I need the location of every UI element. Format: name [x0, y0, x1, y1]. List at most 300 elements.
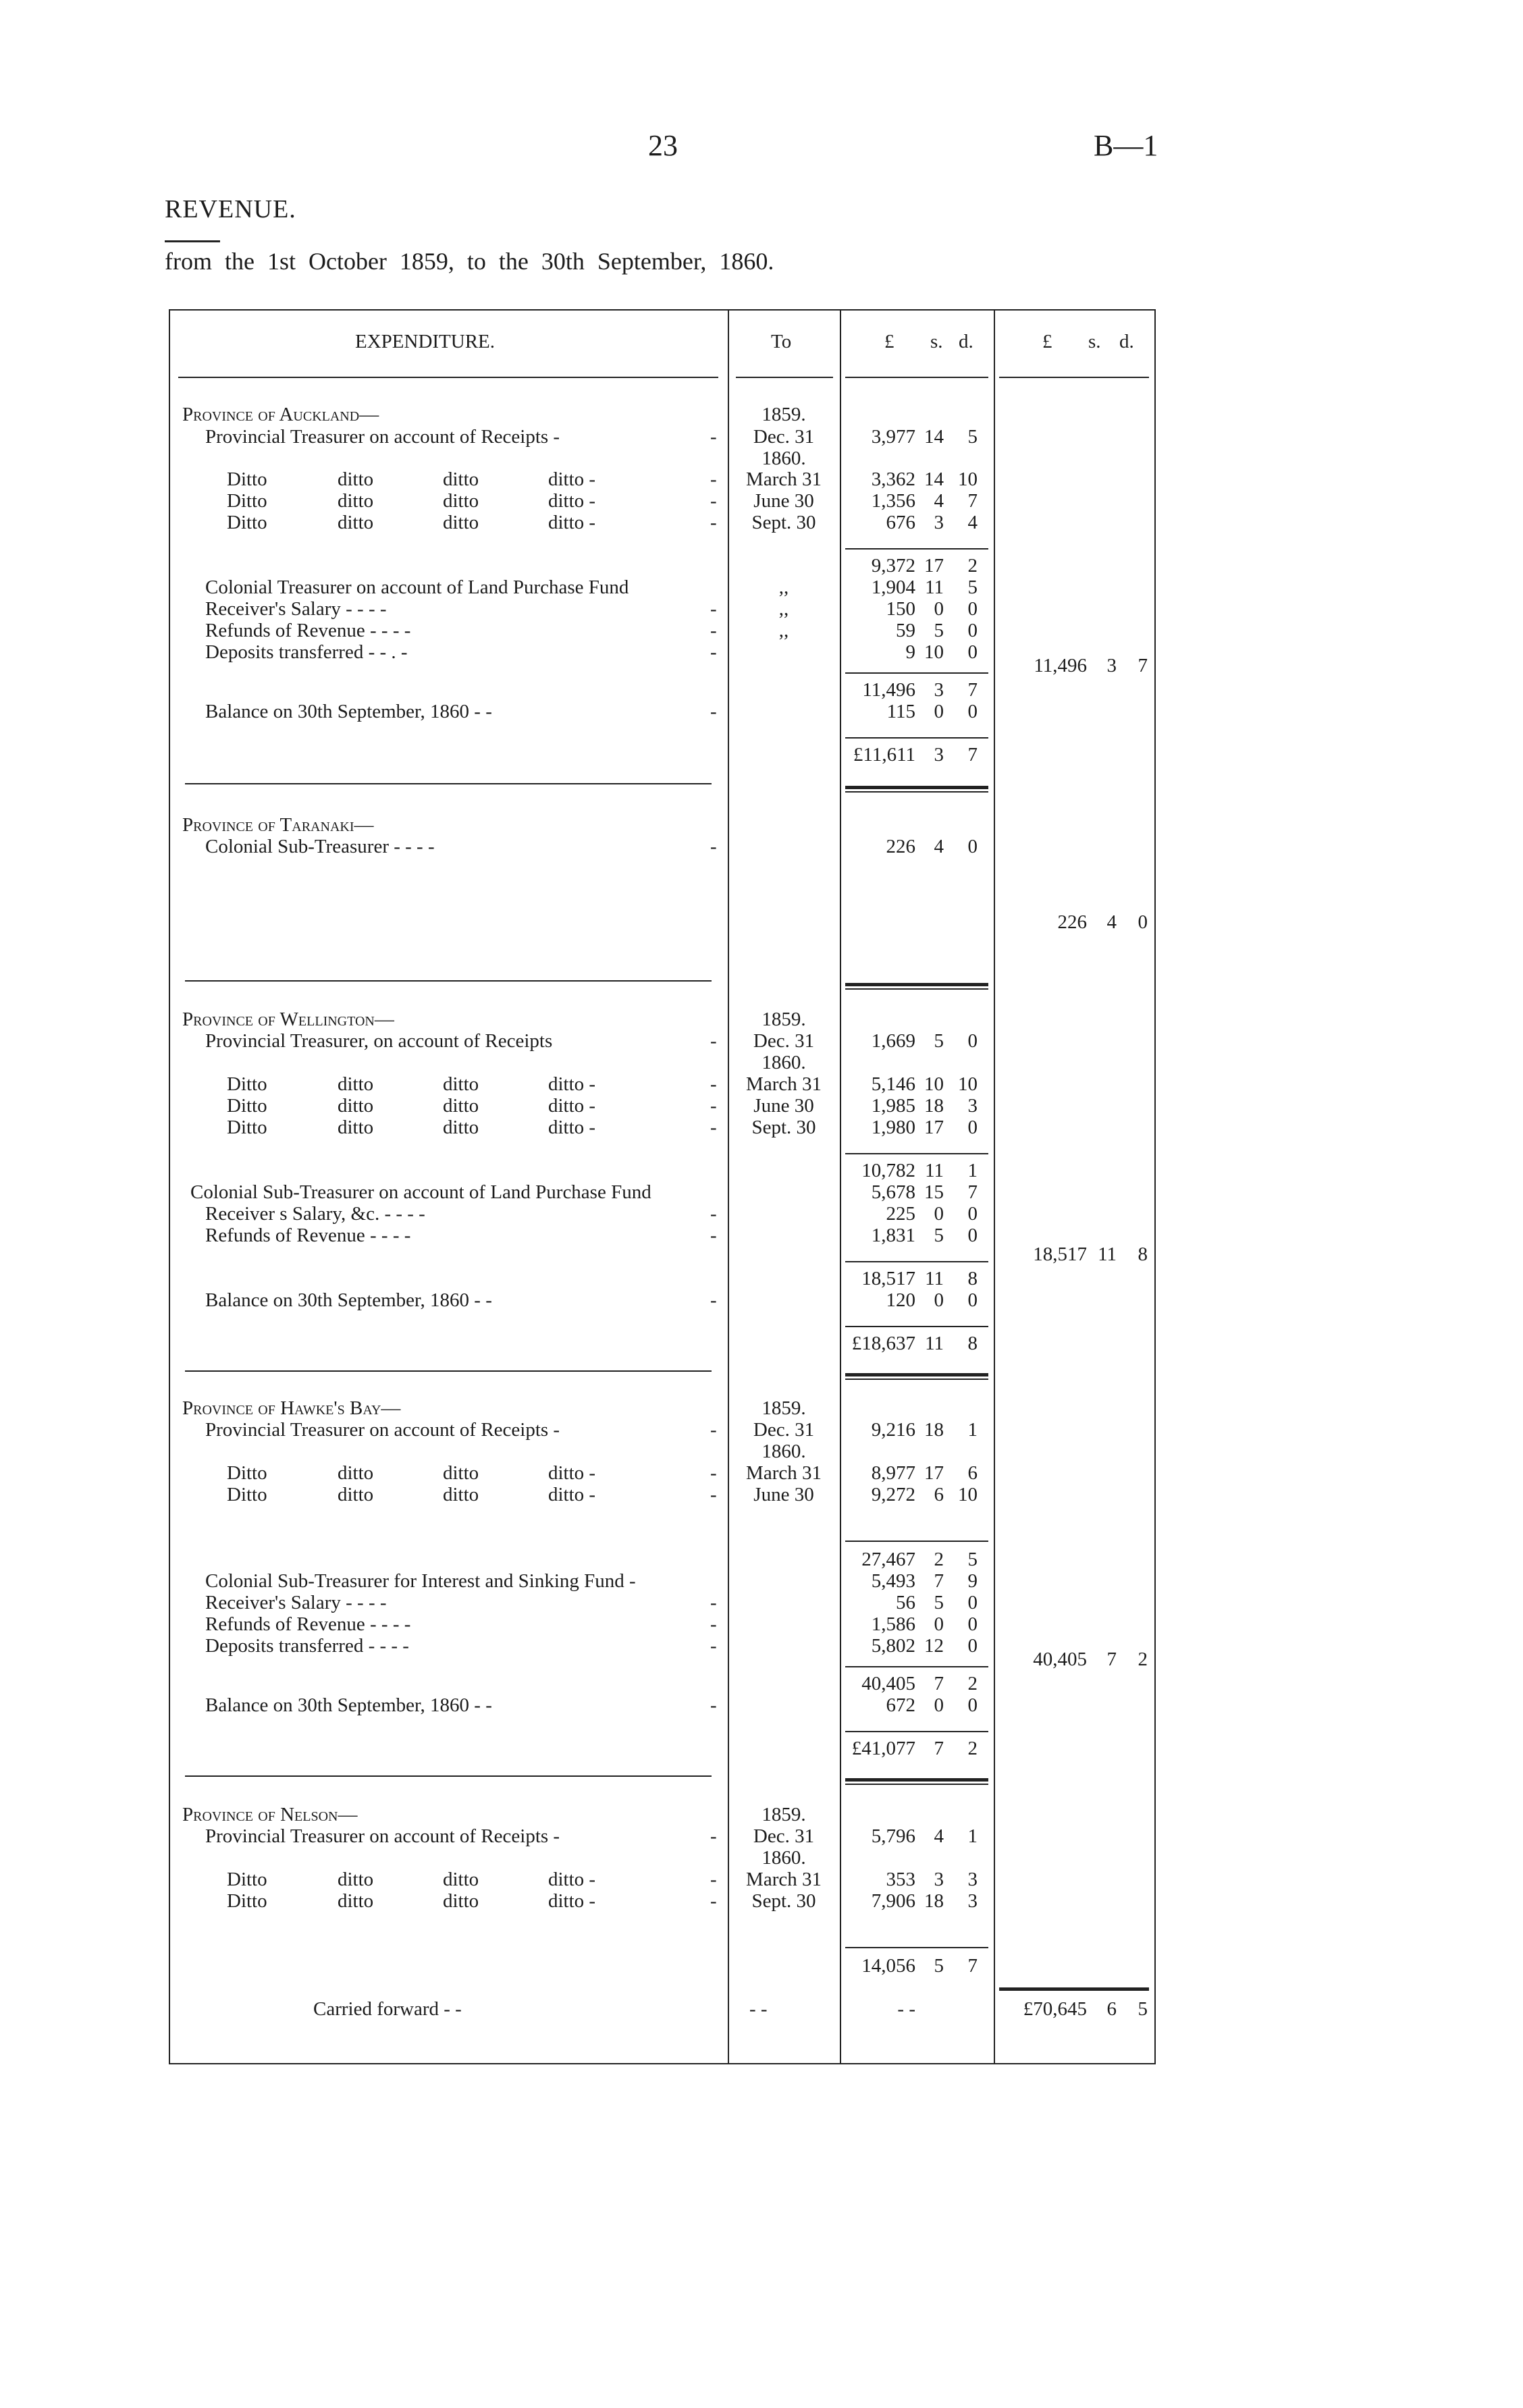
total-shillings: 3 — [1106, 655, 1117, 676]
row-description: Provincial Treasurer on account of Receipts - — [205, 1419, 560, 1441]
section-separator — [185, 783, 712, 784]
header-total-pounds: £ — [1042, 331, 1052, 352]
table-row — [0, 1181, 1523, 1204]
row-description: Balance on 30th September, 1860 - - — [205, 701, 492, 722]
ditto-mark: ditto — [443, 1117, 479, 1138]
row-description: Ditto — [227, 490, 267, 512]
ditto-mark: ditto — [338, 1095, 374, 1117]
subtotal-rule — [845, 1153, 988, 1154]
ditto-mark: ditto — [338, 1890, 374, 1912]
amount-pounds: 9,216 — [871, 1419, 915, 1441]
amount-shillings: 15 — [924, 1181, 944, 1203]
amount-pence: 0 — [967, 1203, 978, 1225]
total-double-rule — [845, 786, 988, 789]
leader-dash: - — [710, 490, 717, 512]
amount-shillings: 7 — [934, 1673, 944, 1694]
table-row — [0, 1613, 1523, 1636]
amount-pounds: 5,796 — [871, 1825, 915, 1847]
amount-pence: 0 — [967, 1030, 978, 1052]
total-pounds: 40,405 — [1033, 1649, 1087, 1670]
amount-shillings: 12 — [924, 1635, 944, 1657]
amount-shillings: 0 — [934, 598, 944, 620]
table-row — [0, 1673, 1523, 1695]
table-row — [0, 1738, 1523, 1760]
total-shillings: 6 — [1106, 1998, 1117, 2020]
ditto-mark: ditto — [443, 490, 479, 512]
table-row — [0, 1441, 1523, 1463]
amount-pounds: £11,611 — [853, 744, 915, 766]
amount-shillings: 10 — [924, 641, 944, 663]
date-cell: 1859. — [762, 1804, 806, 1825]
ditto-mark: ditto — [443, 1869, 479, 1890]
amount-pounds: 3,977 — [871, 426, 915, 448]
row-description: Ditto — [227, 469, 267, 490]
amount-pence: 10 — [958, 469, 978, 490]
leader-dash: - — [710, 836, 717, 857]
row-description: Receiver's Salary - - - - — [205, 598, 387, 620]
ditto-mark: ditto — [443, 1484, 479, 1505]
ditto-mark: ditto — [443, 1073, 479, 1095]
date-cell: June 30 — [753, 490, 814, 512]
ditto-mark: ditto - — [548, 1095, 596, 1117]
total-shillings: 4 — [1106, 911, 1117, 933]
date-cell: ,, — [778, 620, 789, 641]
amount-pence: 5 — [967, 1549, 978, 1570]
subtotal-rule — [845, 1947, 988, 1948]
amount-pounds: 8,977 — [871, 1462, 915, 1484]
amount-pounds: 1,356 — [871, 490, 915, 512]
amount-pounds: 1,669 — [871, 1030, 915, 1052]
row-description: Refunds of Revenue - - - - — [205, 1225, 411, 1246]
amount-pounds: - - — [897, 1998, 915, 2020]
header-pence: d. — [959, 331, 973, 352]
table-row — [0, 598, 1523, 620]
table-row — [0, 1268, 1523, 1290]
amount-pounds: £18,637 — [851, 1333, 915, 1354]
date-cell: - - — [749, 1998, 768, 2020]
row-description: Colonial Sub-Treasurer - - - - — [205, 836, 435, 857]
row-description: Ditto — [227, 1117, 267, 1138]
header-rule-total — [999, 377, 1149, 378]
table-row — [0, 1333, 1523, 1355]
header-pounds: £ — [884, 331, 894, 352]
table-row — [0, 814, 1523, 836]
table-row — [0, 679, 1523, 701]
amount-pence: 8 — [967, 1333, 978, 1354]
row-description: Ditto — [227, 1095, 267, 1117]
header-to: To — [771, 331, 792, 352]
leader-dash: - — [710, 1869, 717, 1890]
ditto-mark: ditto - — [548, 512, 596, 533]
amount-pounds: 225 — [886, 1203, 915, 1225]
row-description: Ditto — [227, 512, 267, 533]
amount-pence: 0 — [967, 1592, 978, 1613]
table-row — [0, 1484, 1523, 1506]
leader-dash: - — [710, 1484, 717, 1505]
province-heading: Province of Auckland— — [182, 404, 379, 425]
date-cell: 1860. — [762, 1847, 806, 1869]
ditto-mark: ditto - — [548, 1890, 596, 1912]
amount-shillings: 10 — [924, 1073, 944, 1095]
header-total-shillings: s. — [1088, 331, 1101, 352]
row-description: Receiver's Salary - - - - — [205, 1592, 387, 1613]
row-description: Ditto — [227, 1869, 267, 1890]
leader-dash: - — [710, 1462, 717, 1484]
date-cell: Dec. 31 — [753, 1825, 815, 1847]
amount-pounds: 672 — [886, 1694, 915, 1716]
table-row — [0, 1549, 1523, 1571]
amount-shillings: 14 — [924, 426, 944, 448]
amount-shillings: 18 — [924, 1890, 944, 1912]
total-pence: 5 — [1138, 1998, 1148, 2020]
section-separator — [185, 1775, 712, 1777]
total-double-rule — [845, 1373, 988, 1376]
ditto-mark: ditto — [338, 512, 374, 533]
amount-pence: 0 — [967, 1613, 978, 1635]
amount-shillings: 7 — [934, 1738, 944, 1759]
subtotal-rule — [845, 548, 988, 550]
ditto-mark: ditto — [443, 1462, 479, 1484]
ditto-mark: ditto — [443, 1890, 479, 1912]
amount-pence: 7 — [967, 679, 978, 701]
amount-pence: 1 — [967, 1825, 978, 1847]
amount-pounds: 676 — [886, 512, 915, 533]
amount-shillings: 18 — [924, 1419, 944, 1441]
amount-pence: 7 — [967, 1181, 978, 1203]
subtotal-rule — [845, 1731, 988, 1732]
amount-shillings: 4 — [934, 490, 944, 512]
amount-shillings: 3 — [934, 744, 944, 766]
ditto-mark: ditto — [443, 1095, 479, 1117]
province-heading: Province of Hawke's Bay— — [182, 1397, 401, 1419]
row-description: Carried forward - - — [313, 1998, 462, 2020]
amount-pence: 6 — [967, 1462, 978, 1484]
leader-dash: - — [710, 620, 717, 641]
amount-pounds: 7,906 — [871, 1890, 915, 1912]
amount-pence: 8 — [967, 1268, 978, 1289]
document-reference: B—1 — [1094, 129, 1158, 162]
total-double-rule — [845, 983, 988, 986]
amount-pounds: 40,405 — [861, 1673, 915, 1694]
row-description: Refunds of Revenue - - - - — [205, 620, 411, 641]
leader-dash: - — [710, 1613, 717, 1635]
amount-pence: 0 — [967, 1117, 978, 1138]
leader-dash: - — [710, 469, 717, 490]
amount-pence: 0 — [967, 1225, 978, 1246]
table-row — [0, 1694, 1523, 1717]
row-description: Ditto — [227, 1890, 267, 1912]
leader-dash: - — [710, 1117, 717, 1138]
table-row — [0, 1804, 1523, 1826]
amount-shillings: 17 — [924, 555, 944, 577]
total-pounds: 226 — [1057, 911, 1087, 933]
row-description: Receiver s Salary, &c. - - - - — [205, 1203, 425, 1225]
amount-pence: 0 — [967, 598, 978, 620]
amount-shillings: 3 — [934, 1869, 944, 1890]
table-row — [0, 1869, 1523, 1891]
total-pounds: 11,496 — [1034, 655, 1087, 676]
table-top-border — [169, 309, 1156, 311]
amount-pence: 2 — [967, 555, 978, 577]
heading-underline — [165, 240, 220, 242]
table-row — [0, 448, 1523, 470]
section-total-row — [0, 1243, 1523, 1266]
amount-pounds: 120 — [886, 1289, 915, 1311]
date-cell: Sept. 30 — [751, 1890, 816, 1912]
row-description: Deposits transferred - - - - — [205, 1635, 409, 1657]
table-row — [0, 490, 1523, 512]
table-row — [0, 1890, 1523, 1912]
date-cell: March 31 — [746, 1073, 822, 1095]
page-number: 23 — [648, 129, 678, 162]
table-bottom-border — [169, 2063, 1156, 2064]
province-heading: Province of Nelson— — [182, 1804, 358, 1825]
section-heading: REVENUE. — [165, 195, 296, 223]
amount-shillings: 11 — [925, 1333, 944, 1354]
amount-pounds: 11,496 — [862, 679, 915, 701]
ditto-mark: ditto - — [548, 1073, 596, 1095]
ditto-mark: ditto - — [548, 1484, 596, 1505]
amount-pounds: 9,272 — [871, 1484, 915, 1505]
amount-pence: 0 — [967, 1635, 978, 1657]
table-row — [0, 1203, 1523, 1225]
amount-shillings: 6 — [934, 1484, 944, 1505]
header-expenditure: EXPENDITURE. — [355, 331, 496, 352]
table-row — [0, 1998, 1523, 2021]
ditto-mark: ditto — [443, 469, 479, 490]
table-row — [0, 1052, 1523, 1074]
subtotal-rule — [845, 1541, 988, 1542]
header-rule-expenditure — [178, 377, 718, 378]
amount-pounds: 5,493 — [871, 1570, 915, 1592]
amount-pence: 3 — [967, 1095, 978, 1117]
amount-pence: 0 — [967, 836, 978, 857]
table-row — [0, 836, 1523, 858]
leader-dash: - — [710, 1289, 717, 1311]
row-description: Provincial Treasurer on account of Receipts - — [205, 1825, 560, 1847]
total-pence: 8 — [1138, 1243, 1148, 1265]
amount-shillings: 0 — [934, 1203, 944, 1225]
amount-pence: 3 — [967, 1890, 978, 1912]
row-description: Deposits transferred - - . - — [205, 641, 408, 663]
amount-pounds: 10,782 — [861, 1160, 915, 1181]
table-row — [0, 512, 1523, 534]
amount-pence: 0 — [967, 701, 978, 722]
amount-shillings: 0 — [934, 701, 944, 722]
leader-dash: - — [710, 1095, 717, 1117]
ditto-mark: ditto - — [548, 1869, 596, 1890]
amount-pounds: 5,678 — [871, 1181, 915, 1203]
date-cell: 1859. — [762, 404, 806, 425]
ditto-mark: ditto — [338, 1484, 374, 1505]
date-cell: ,, — [778, 598, 789, 620]
amount-pence: 7 — [967, 490, 978, 512]
leader-dash: - — [710, 598, 717, 620]
amount-pounds: 115 — [886, 701, 915, 722]
amount-shillings: 0 — [934, 1694, 944, 1716]
header-rule-to — [736, 377, 833, 378]
period-subtitle: from the 1st October 1859, to the 30th September, 1860. — [165, 248, 774, 275]
ditto-mark: ditto — [338, 1117, 374, 1138]
amount-shillings: 4 — [934, 836, 944, 857]
amount-shillings: 3 — [934, 512, 944, 533]
table-row — [0, 1160, 1523, 1182]
amount-pence: 10 — [958, 1073, 978, 1095]
row-description: Ditto — [227, 1073, 267, 1095]
table-row — [0, 1397, 1523, 1420]
ditto-mark: ditto - — [548, 469, 596, 490]
amount-pence: 4 — [967, 512, 978, 533]
row-description: Ditto — [227, 1484, 267, 1505]
amount-pounds: 5,146 — [871, 1073, 915, 1095]
amount-shillings: 0 — [934, 1289, 944, 1311]
amount-shillings: 5 — [934, 1225, 944, 1246]
date-cell: 1859. — [762, 1009, 806, 1030]
amount-shillings: 5 — [934, 1030, 944, 1052]
table-row — [0, 1009, 1523, 1031]
ditto-mark: ditto - — [548, 1462, 596, 1484]
date-cell: Dec. 31 — [753, 1030, 815, 1052]
table-row — [0, 1073, 1523, 1096]
amount-pounds: 18,517 — [861, 1268, 915, 1289]
amount-shillings: 3 — [934, 679, 944, 701]
amount-pounds: 27,467 — [861, 1549, 915, 1570]
table-row — [0, 404, 1523, 426]
ditto-mark: ditto — [338, 1869, 374, 1890]
amount-pence: 0 — [967, 1694, 978, 1716]
section-total-row — [0, 1649, 1523, 1671]
date-cell: Dec. 31 — [753, 426, 815, 448]
amount-shillings: 11 — [925, 1268, 944, 1289]
amount-pence: 10 — [958, 1484, 978, 1505]
leader-dash: - — [710, 1073, 717, 1095]
total-double-rule — [845, 791, 988, 793]
total-pence: 2 — [1138, 1649, 1148, 1670]
total-pence: 7 — [1138, 655, 1148, 676]
section-separator — [185, 980, 712, 982]
total-double-rule — [845, 1778, 988, 1782]
amount-pounds: 9 — [905, 641, 915, 663]
row-description: Refunds of Revenue - - - - — [205, 1613, 411, 1635]
amount-shillings: 2 — [934, 1549, 944, 1570]
date-cell: Dec. 31 — [753, 1419, 815, 1441]
amount-pence: 0 — [967, 641, 978, 663]
total-double-rule — [845, 988, 988, 990]
leader-dash: - — [710, 426, 717, 448]
table-row — [0, 620, 1523, 642]
table-row — [0, 1825, 1523, 1848]
amount-pounds: 5,802 — [871, 1635, 915, 1657]
amount-pence: 7 — [967, 744, 978, 766]
header-rule-amount — [845, 377, 988, 378]
ditto-mark: ditto — [338, 469, 374, 490]
row-description: Balance on 30th September, 1860 - - — [205, 1289, 492, 1311]
table-row — [0, 1419, 1523, 1441]
total-pounds: 18,517 — [1033, 1243, 1087, 1265]
amount-shillings: 18 — [924, 1095, 944, 1117]
amount-shillings: 11 — [925, 577, 944, 598]
subtotal-rule — [845, 1326, 988, 1327]
leader-dash: - — [710, 1825, 717, 1847]
ditto-mark: ditto — [338, 1073, 374, 1095]
table-row — [0, 1847, 1523, 1869]
ditto-mark: ditto - — [548, 490, 596, 512]
table-row — [0, 1289, 1523, 1312]
amount-shillings: 4 — [934, 1825, 944, 1847]
amount-pence: 2 — [967, 1738, 978, 1759]
amount-pounds: 1,985 — [871, 1095, 915, 1117]
amount-pounds: 150 — [886, 598, 915, 620]
leader-dash: - — [710, 1635, 717, 1657]
ditto-mark: ditto — [338, 490, 374, 512]
amount-pence: 7 — [967, 1955, 978, 1977]
amount-pence: 1 — [967, 1160, 978, 1181]
table-row — [0, 1095, 1523, 1117]
amount-shillings: 11 — [925, 1160, 944, 1181]
amount-pounds: 1,586 — [871, 1613, 915, 1635]
amount-pounds: 226 — [886, 836, 915, 857]
table-row — [0, 701, 1523, 723]
total-pounds: £70,645 — [1023, 1998, 1087, 2020]
table-row — [0, 744, 1523, 766]
total-shillings: 7 — [1106, 1649, 1117, 1670]
leader-dash: - — [710, 1030, 717, 1052]
date-cell: June 30 — [753, 1095, 814, 1117]
total-double-rule — [845, 1379, 988, 1380]
row-description: Provincial Treasurer, on account of Receipts — [205, 1030, 553, 1052]
amount-shillings: 0 — [934, 1613, 944, 1635]
amount-pence: 0 — [967, 620, 978, 641]
amount-shillings: 17 — [924, 1462, 944, 1484]
date-cell: 1860. — [762, 448, 806, 469]
section-total-row — [0, 911, 1523, 934]
table-row — [0, 1570, 1523, 1593]
section-total-row — [0, 655, 1523, 677]
date-cell: Sept. 30 — [751, 1117, 816, 1138]
ditto-mark: ditto - — [548, 1117, 596, 1138]
table-row — [0, 1955, 1523, 1977]
amount-shillings: 14 — [924, 469, 944, 490]
row-description: Ditto — [227, 1462, 267, 1484]
amount-pence: 5 — [967, 577, 978, 598]
table-row — [0, 1030, 1523, 1052]
amount-pence: 9 — [967, 1570, 978, 1592]
amount-pence: 5 — [967, 426, 978, 448]
header-shillings: s. — [930, 331, 943, 352]
ditto-mark: ditto — [443, 512, 479, 533]
date-cell: March 31 — [746, 1462, 822, 1484]
province-heading: Province of Taranaki— — [182, 814, 374, 836]
table-row — [0, 577, 1523, 599]
table-row — [0, 1117, 1523, 1139]
section-separator — [185, 1370, 712, 1372]
row-description: Provincial Treasurer on account of Receipts - — [205, 426, 560, 448]
date-cell: June 30 — [753, 1484, 814, 1505]
leader-dash: - — [710, 1694, 717, 1716]
date-cell: 1859. — [762, 1397, 806, 1419]
subtotal-rule — [845, 737, 988, 739]
amount-pounds: 353 — [886, 1869, 915, 1890]
amount-pounds: 1,831 — [871, 1225, 915, 1246]
amount-shillings: 5 — [934, 620, 944, 641]
amount-pence: 1 — [967, 1419, 978, 1441]
date-cell: Sept. 30 — [751, 512, 816, 533]
leader-dash: - — [710, 1890, 717, 1912]
table-row — [0, 1592, 1523, 1614]
amount-pounds: 59 — [896, 620, 915, 641]
amount-pounds: 9,372 — [871, 555, 915, 577]
amount-shillings: 17 — [924, 1117, 944, 1138]
